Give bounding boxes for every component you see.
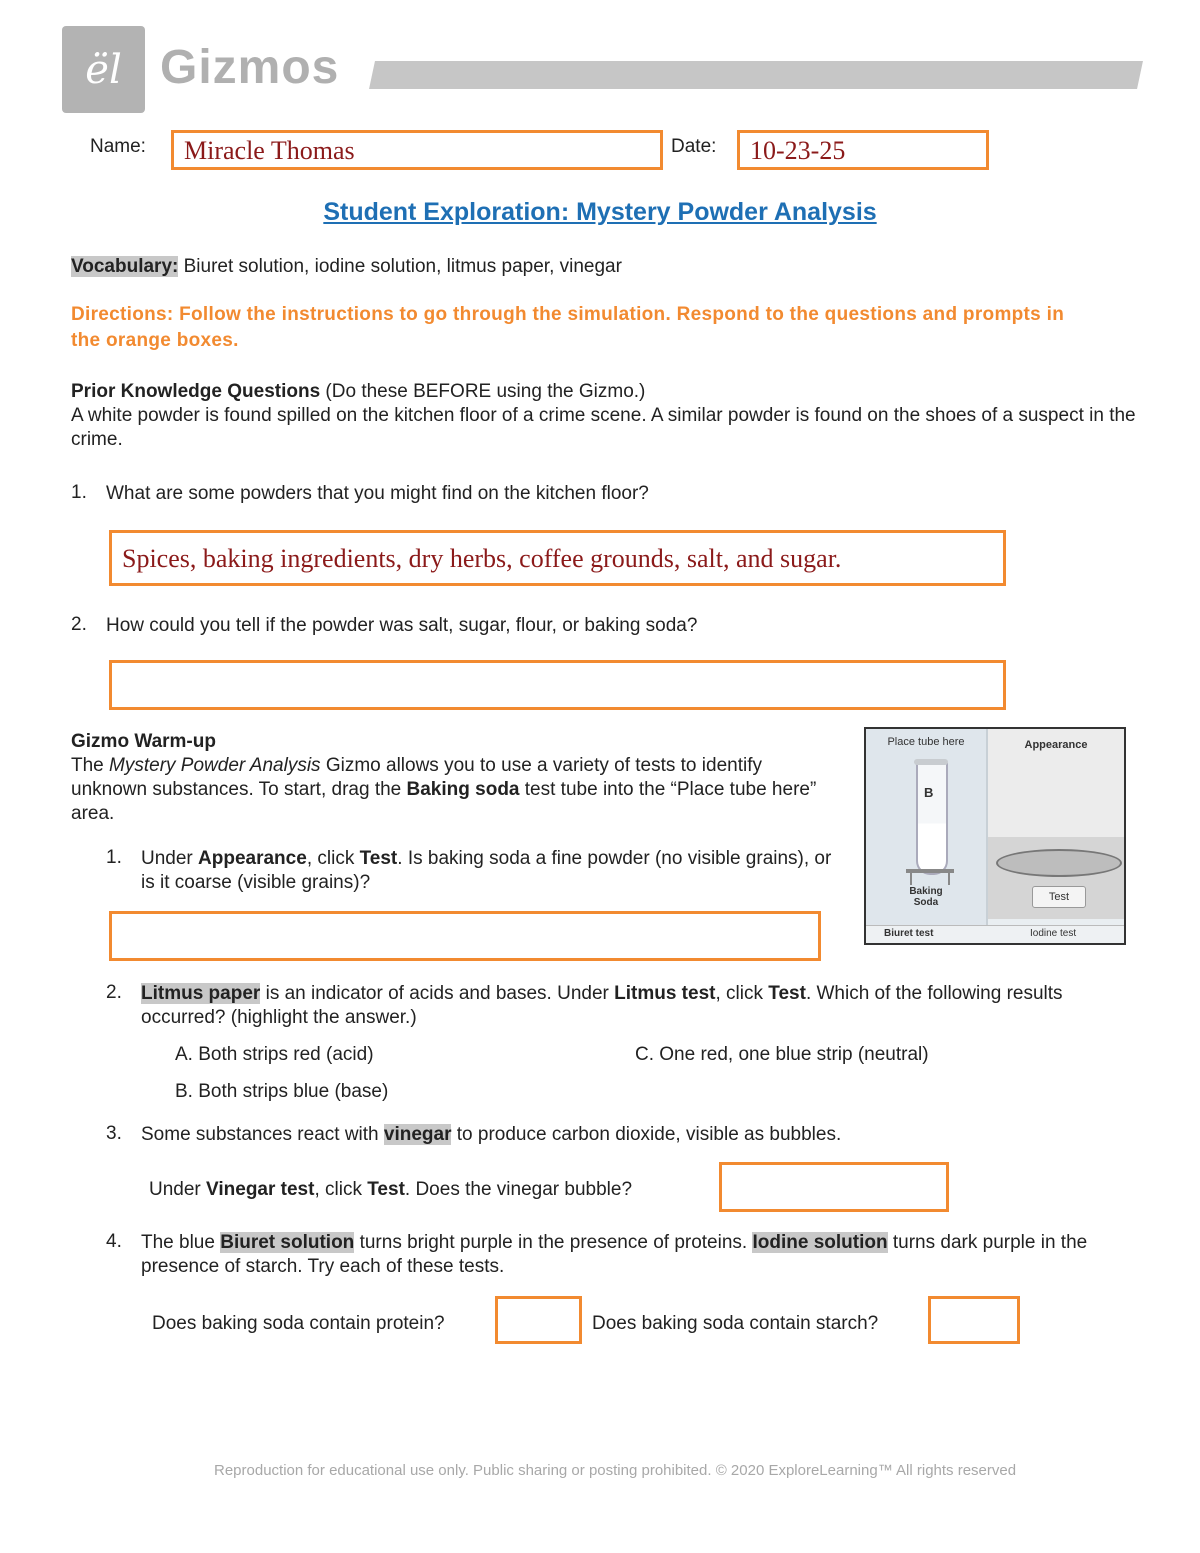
directions: Directions: Follow the instructions to go through the simulation. Respond to the questions and prompts in the orange boxes. xyxy=(71,304,1065,351)
prior-q2-number: 2. xyxy=(71,614,87,635)
option-c[interactable]: C. One red, one blue strip (neutral) xyxy=(635,1044,929,1065)
gizmo-screenshot xyxy=(864,727,1126,945)
biuret-tab: Biuret test xyxy=(884,928,934,939)
name-field[interactable] xyxy=(171,130,663,170)
prior-q1-text: What are some powders that you might find on the kitchen floor? xyxy=(106,483,649,504)
warmup-q2-text: Litmus paper is an indicator of acids and bases. Under Litmus test, click Test. Which of the following results occurred? (highlight the answer.) xyxy=(141,983,1063,1028)
warmup-q1-text: Under Appearance, click Test. Is baking soda a fine powder (no visible grains), or is it coarse (visible grains)? xyxy=(141,848,832,893)
iodine-tab: Iodine test xyxy=(1030,928,1077,939)
prior-heading-note: (Do these BEFORE using the Gizmo.) xyxy=(320,381,646,402)
warmup-q1-number: 1. xyxy=(106,847,122,868)
gizmos-logo-icon: ël xyxy=(62,26,145,113)
dish-icon xyxy=(996,849,1122,877)
footer-copyright: Reproduction for educational use only. Public sharing or posting prohibited. © 2020 ExploreLearning™ All rights reserved xyxy=(214,1462,1017,1479)
name-label: Name: xyxy=(90,136,146,157)
warmup-q3-text: Some substances react with vinegar to produce carbon dioxide, visible as bubbles. xyxy=(141,1124,842,1145)
place-tube-label: Place tube here xyxy=(887,736,965,748)
gizmo-test-button: Test xyxy=(1032,886,1086,908)
vocabulary-label: Vocabulary: xyxy=(71,256,179,277)
option-b[interactable]: B. Both strips blue (base) xyxy=(175,1081,389,1102)
option-a[interactable]: A. Both strips red (acid) xyxy=(175,1044,374,1065)
appearance-label: Appearance xyxy=(1024,739,1088,751)
warmup-q3-subprompt: Under Vinegar test, click Test. Does the vinegar bubble? xyxy=(149,1179,633,1200)
prior-heading: Prior Knowledge Questions xyxy=(71,381,321,402)
page-title: Student Exploration: Mystery Powder Analysis xyxy=(323,198,877,226)
warmup-intro: The Mystery Powder Analysis Gizmo allows you to use a variety of tests to identify unknown substances. To start, drag the Baking soda test tube into the “Place tube here” area. xyxy=(71,755,817,824)
vocabulary-terms: Biuret solution, iodine solution, litmus paper, vinegar xyxy=(178,256,622,277)
date-field[interactable] xyxy=(737,130,989,170)
starch-prompt: Does baking soda contain starch? xyxy=(592,1313,879,1334)
prior-q1-number: 1. xyxy=(71,482,87,503)
warmup-heading: Gizmo Warm-up xyxy=(71,731,216,752)
warmup-q3-answer-box[interactable] xyxy=(719,1162,949,1212)
prior-q1-answer: Spices, baking ingredients, dry herbs, coffee grounds, salt, and sugar. xyxy=(122,544,842,573)
name-value: Miracle Thomas xyxy=(184,136,355,165)
test-tube-icon xyxy=(916,763,948,875)
warmup-q4-text: The blue Biuret solution turns bright purple in the presence of proteins. Iodine solution turns dark purple in the presence of starch. Try each of these tests. xyxy=(141,1232,1088,1277)
header-bar xyxy=(369,61,1143,89)
date-value: 10-23-25 xyxy=(750,136,846,165)
warmup-section xyxy=(71,730,841,826)
prior-knowledge xyxy=(71,380,1141,452)
protein-prompt: Does baking soda contain protein? xyxy=(152,1313,445,1334)
tube-letter: B xyxy=(924,785,934,800)
protein-answer-box[interactable] xyxy=(495,1296,582,1344)
warmup-q3-number: 3. xyxy=(106,1123,122,1144)
prior-intro: A white powder is found spilled on the kitchen floor of a crime scene. A similar powder is found on the shoes of a suspect in the crime. xyxy=(71,405,1136,450)
warmup-q4-number: 4. xyxy=(106,1231,122,1252)
tube-label: Baking Soda xyxy=(909,886,943,908)
date-label: Date: xyxy=(671,136,717,157)
prior-q1-answer-box[interactable] xyxy=(109,530,1006,586)
brand-name: Gizmos xyxy=(160,41,340,94)
prior-q2-answer-box[interactable] xyxy=(109,660,1006,710)
prior-q2-text: How could you tell if the powder was salt, sugar, flour, or baking soda? xyxy=(106,615,698,636)
warmup-q1-answer-box[interactable] xyxy=(109,911,821,961)
warmup-q2-number: 2. xyxy=(106,982,122,1003)
starch-answer-box[interactable] xyxy=(928,1296,1020,1344)
vocabulary xyxy=(71,255,622,279)
